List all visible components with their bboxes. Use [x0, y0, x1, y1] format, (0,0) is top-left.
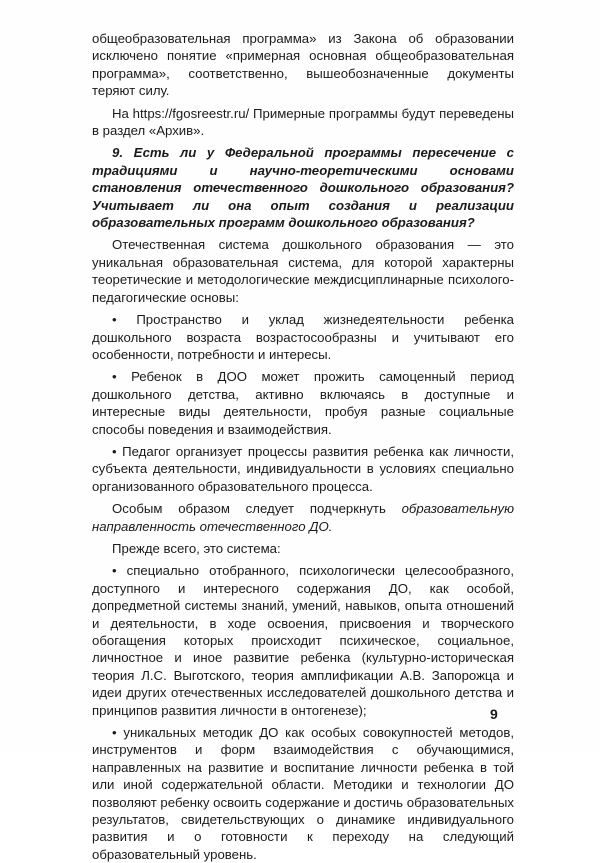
special-plain-text: Особым образом следует подчеркнуть — [112, 501, 402, 517]
bullet-space: • Пространство и уклад жизнедеятельности ребенка дошкольного возраста возрастосообразны и учитывают его особенности, потребности и интересы. — [92, 312, 514, 362]
page-number: 9 — [490, 706, 498, 722]
link-paragraph: На https://fgosreestr.ru/ Примерные программы будут переведены в раздел «Архив». — [92, 105, 514, 139]
first-of-all-paragraph: Прежде всего, это система: — [112, 540, 281, 556]
continued-paragraph: общеобразовательная программа» из Закона об образовании исключено понятие «примерная основная общеобразовательная программа», соответственно, вышеобозначенные документы теряют силу. — [92, 31, 514, 99]
special-italic-text: образовательную направленность отечественного ДО. — [92, 501, 514, 534]
page-body — [92, 30, 514, 863]
bullet-methods: • уникальных методик ДО как особых совокупностей методов, инструментов и форм взаимодействия с обучающимися, направленных на развитие и воспитание личности ребенка в той или иной содержательной области. Методики и технологии ДО позволяют ребенку освоить содержание и достичь образовательных результатов, свидетельствующих о динамике индивидуального развития и о готовности к переходу на следующий образовательный уровень. — [92, 725, 514, 862]
bullet-teacher: • Педагог организует процессы развития ребенка как личности, субъекта деятельности, индивидуальности в условиях специально организованного образовательного процесса. — [92, 443, 514, 494]
bullet-child: • Ребенок в ДОО может прожить самоценный период дошкольного детства, активно включаясь в доступные и интересные виды деятельности, пробуя разные социальные способы поведения и взаимодействия. — [92, 369, 514, 437]
intro-paragraph: Отечественная система дошкольного образования — это уникальная образовательная система, для которой характерны теоретические и методологические междисциплинарные психолого-педагогические основы: — [92, 237, 514, 305]
bullet-content: • специально отобранного, психологически целесообразного, доступного и интересного содержания ДО, как особой, допредметной системы знаний, умений, навыков, опыта отношений и деятельности, в ходе освоения, присвоения и творческого обогащения которых происходит психическое, социальное, личностное и иное развитие ребенка (культурно-историческая теория Л.С. Выготского, теория амплификации А.В. Запорожца и идеи других отечественных исследователей дошкольного детства и принципов развития личности в онтогенезе); — [92, 563, 514, 718]
question-heading: 9. Есть ли у Федеральной программы пересечение с традициями и научно-теоретическими основами становления отечественного дошкольного образования? Учитывает ли она опыт создания и реализации образовательных программ дошкольного образования? — [92, 145, 514, 231]
special-paragraph — [92, 500, 514, 535]
